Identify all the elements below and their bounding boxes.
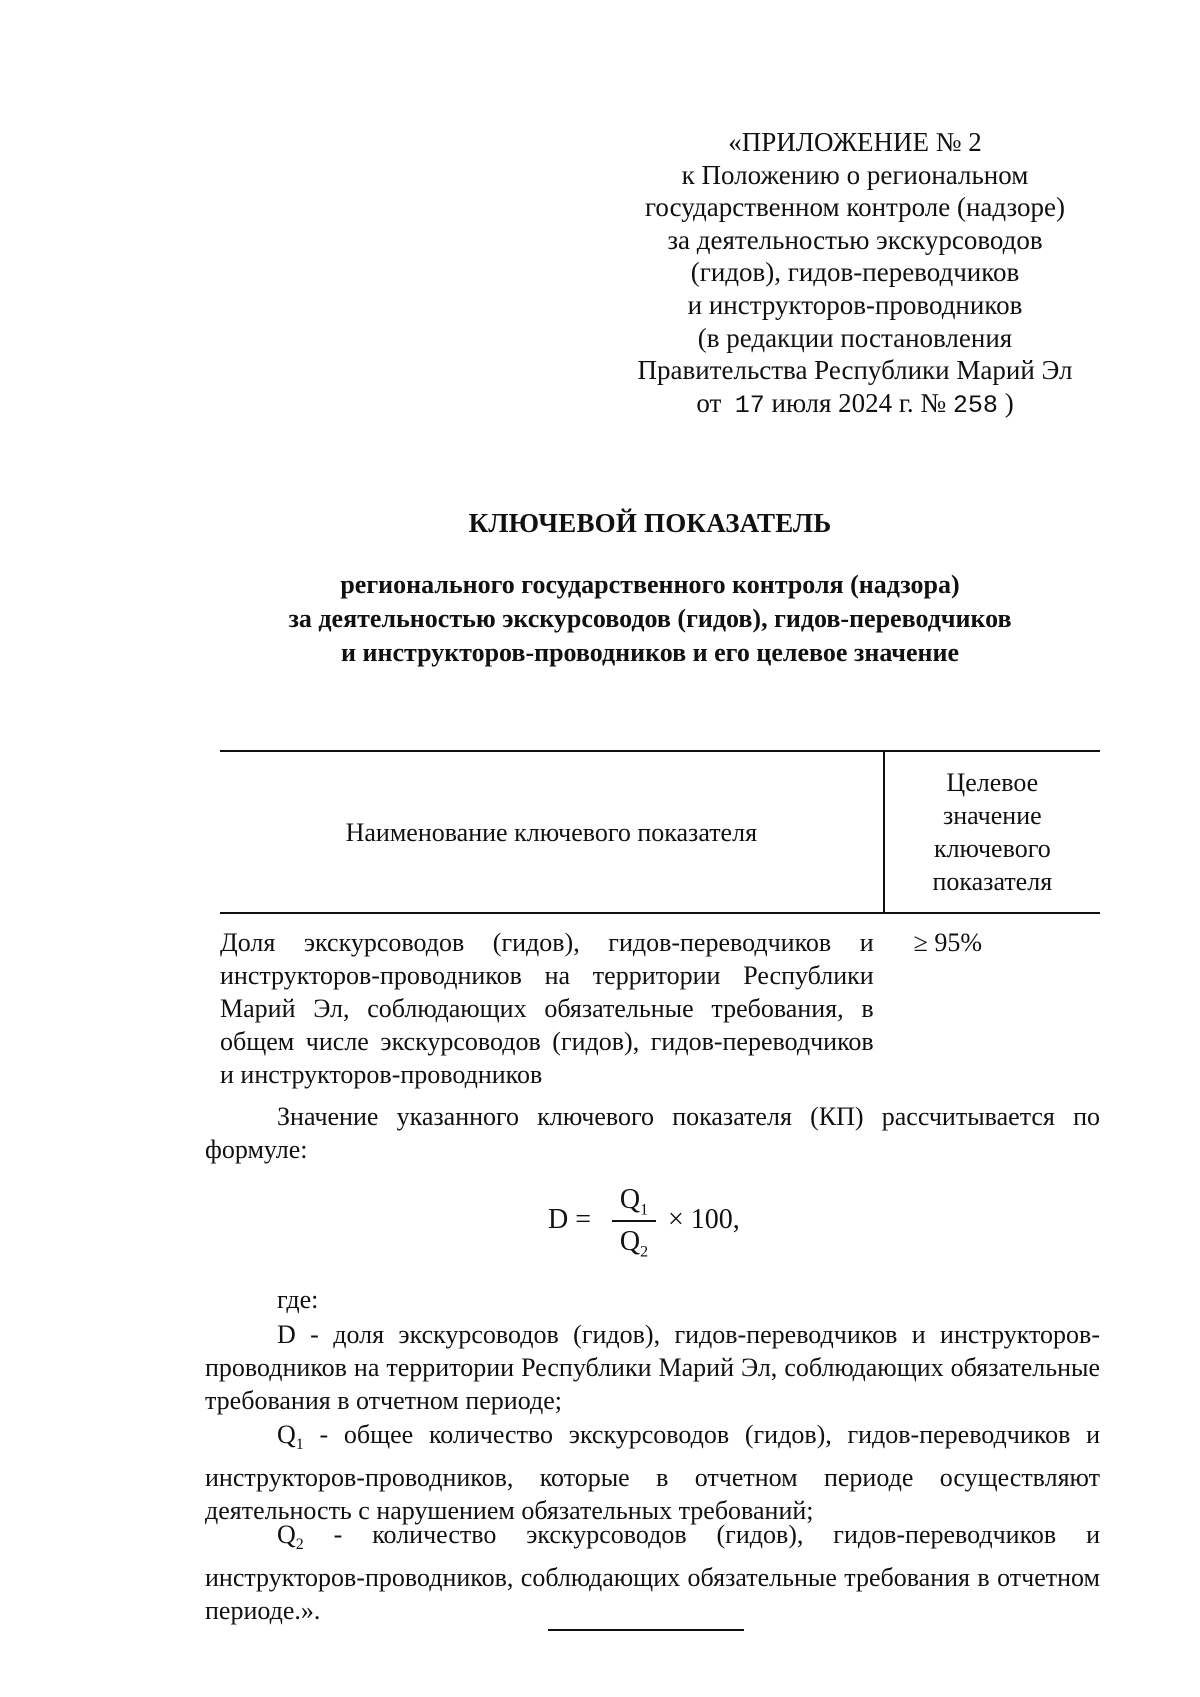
appendix-date-line [610,387,1100,423]
definition-d-text: - доля экскурсоводов (гидов), гидов-переводчиков и инструкторов-проводников на территории Республики Марий Эл, соблюдающих обязательные требования в отчетном периоде; [205,1320,1100,1415]
appendix-line: государственном контроле (надзоре) [645,192,1065,223]
date-suffix: ) [1004,387,1014,418]
denominator-symbol: Q [619,1226,641,1257]
fraction-bar [612,1220,656,1222]
document-subtitle [230,568,1070,670]
subtitle-line: и инструкторов-проводников и его целевое значение [341,638,959,667]
definition-d-symbol: D [277,1320,296,1349]
appendix-line: (в редакции постановления [697,322,1013,353]
date-month-year: июля 2024 г. № [771,387,947,418]
appendix-line: «ПРИЛОЖЕНИЕ № 2 [728,127,982,157]
doc-number: 258 [952,390,998,420]
definition-q2-subscript: 2 [295,1536,304,1554]
definition-q2 [205,1518,1100,1627]
cell-indicator-name: Доля экскурсоводов (гидов), гидов-переводчиков и инструкторов-проводников на территории Республики Марий Эл, соблюдающих обязательные требования, в общем числе экскурсоводов (гидов), гидов-переводчиков и инструкторов-проводников [220,928,874,1089]
definition-q2-text: - количество экскурсоводов (гидов), гидов-переводчиков и инструкторов-проводников, соблюдающих обязательные требования в отчетном периоде.». [205,1520,1100,1626]
numerator-subscript: 1 [640,1201,649,1219]
table-header-row [220,751,1100,913]
definition-q1-symbol: Q [277,1420,296,1449]
appendix-line: за деятельностью экскурсоводов [667,224,1043,255]
subtitle-line: регионального государственного контроля (надзора) [340,570,960,599]
date-prefix: от [696,387,722,418]
numerator-symbol: Q [619,1184,641,1215]
title-text: КЛЮЧЕВОЙ ПОКАЗАТЕЛЬ [468,508,832,538]
header-indicator-name: Наименование ключевого показателя [220,751,884,913]
table-row [220,913,1100,1091]
formula-rhs: × 100, [668,1204,740,1235]
intro-paragraph: Значение указанного ключевого показателя (КП) рассчитывается по формуле: [205,1102,1100,1164]
definition-d [205,1318,1100,1417]
formula-lhs: D = [548,1204,592,1235]
document-title [0,508,1200,539]
formula-fraction [612,1182,656,1260]
definition-q1-text: - общее количество экскурсоводов (гидов), гидов-переводчиков и инструкторов-проводников, которые в отчетном периоде осуществляют деятельность с нарушением обязательных требований; [205,1420,1100,1526]
formula-denominator [612,1224,656,1260]
indicator-table [220,750,1100,1091]
denominator-subscript: 2 [640,1243,649,1261]
appendix-line: Правительства Республики Марий Эл [637,355,1073,386]
definition-q2-symbol: Q [277,1520,296,1549]
cell-target-value: ≥ 95% [913,928,983,957]
appendix-line: (гидов), гидов-переводчиков [690,257,1020,288]
appendix-line: и инструкторов-проводников [687,289,1023,320]
appendix-line: к Положению о региональном [681,159,1029,190]
formula-numerator [612,1182,656,1218]
appendix-header [610,126,1100,422]
date-day: 17 [734,390,765,420]
subtitle-line: за деятельностью экскурсоводов (гидов), гидов-переводчиков [288,604,1012,633]
header-target-value: Целевое значение ключевого показателя [884,751,1100,913]
definition-q1 [205,1418,1100,1527]
end-separator-line [548,1629,744,1631]
definition-q1-subscript: 1 [295,1436,304,1454]
where-label: где: [277,1285,319,1314]
